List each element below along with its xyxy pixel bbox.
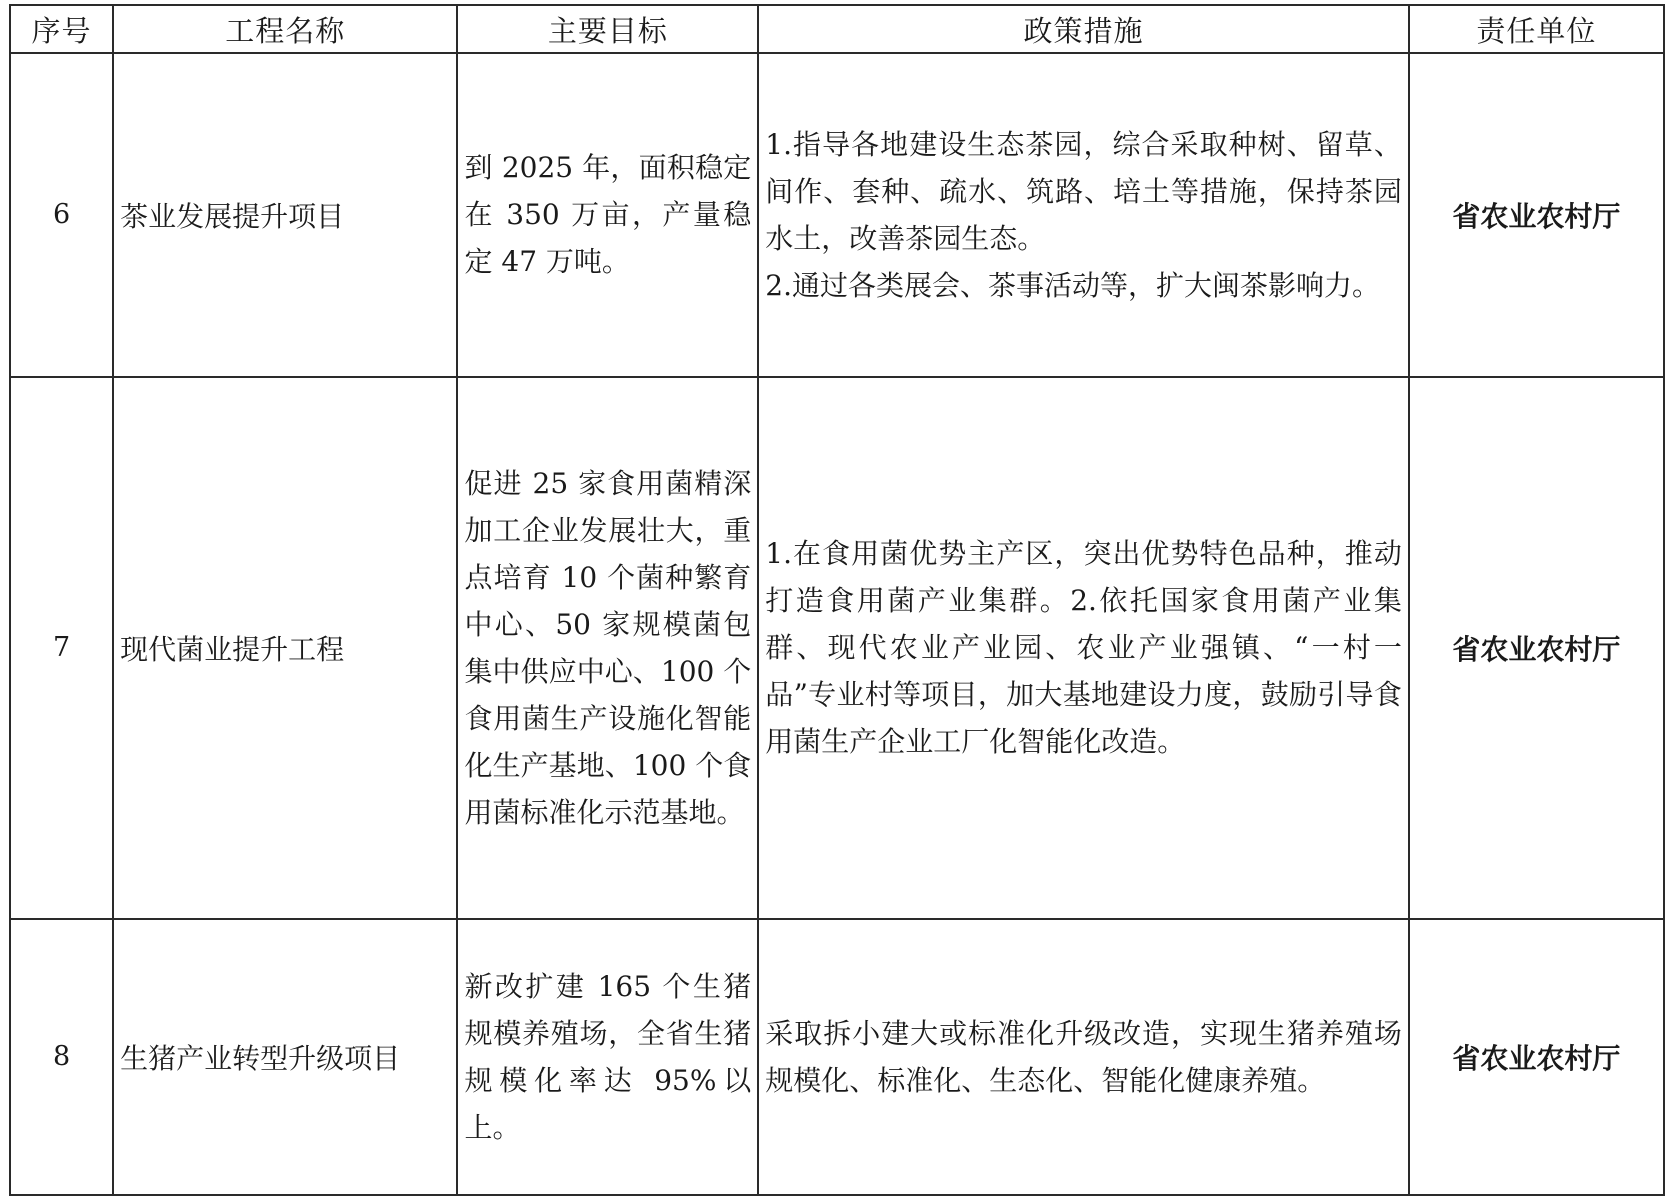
main-goal: 促进 25 家食用菌精深加工企业发展壮大，重点培育 10 个菌种繁育中心、50 家规模菌包集中供应中心、100 个食用菌生产设施化智能化生产基地、100 个食用菌标准化示范基地。	[457, 377, 758, 919]
table-row	[10, 377, 1664, 919]
policy-measure-line: 2.通过各类展会、茶事活动等，扩大闽茶影响力。	[765, 268, 1381, 302]
project-name: 生猪产业转型升级项目	[113, 919, 457, 1196]
header-measures: 政策措施	[758, 5, 1409, 53]
row-index: 6	[10, 53, 113, 377]
header-name: 工程名称	[113, 5, 457, 53]
header-row	[10, 5, 1664, 53]
responsible-unit: 省农业农村厅	[1409, 919, 1664, 1196]
main-goal: 到 2025 年，面积稳定在 350 万亩，产量稳定 47 万吨。	[457, 53, 758, 377]
responsible-unit: 省农业农村厅	[1409, 53, 1664, 377]
main-goal: 新改扩建 165 个生猪规模养殖场，全省生猪规模化率达 95%以上。	[457, 919, 758, 1196]
policy-measures: 1.在食用菌优势主产区，突出优势特色品种，推动打造食用菌产业集群。2.依托国家食用菌产业集群、现代农业产业园、农业产业强镇、“一村一品”专业村等项目，加大基地建设力度，鼓励引导食用菌生产企业工厂化智能化改造。	[758, 377, 1409, 919]
row-index: 8	[10, 919, 113, 1196]
row-index: 7	[10, 377, 113, 919]
header-index: 序号	[10, 5, 113, 53]
project-name: 茶业发展提升项目	[113, 53, 457, 377]
project-name: 现代菌业提升工程	[113, 377, 457, 919]
project-table	[9, 4, 1665, 1196]
table-row	[10, 53, 1664, 377]
policy-measures	[758, 53, 1409, 377]
table-row	[10, 919, 1664, 1196]
responsible-unit: 省农业农村厅	[1409, 377, 1664, 919]
header-goal: 主要目标	[457, 5, 758, 53]
policy-measures: 采取拆小建大或标准化升级改造，实现生猪养殖场规模化、标准化、生态化、智能化健康养殖。	[758, 919, 1409, 1196]
policy-measure-line: 1.指导各地建设生态茶园，综合采取种树、留草、间作、套种、疏水、筑路、培土等措施，保持茶园水土，改善茶园生态。	[765, 127, 1402, 255]
header-unit: 责任单位	[1409, 5, 1664, 53]
